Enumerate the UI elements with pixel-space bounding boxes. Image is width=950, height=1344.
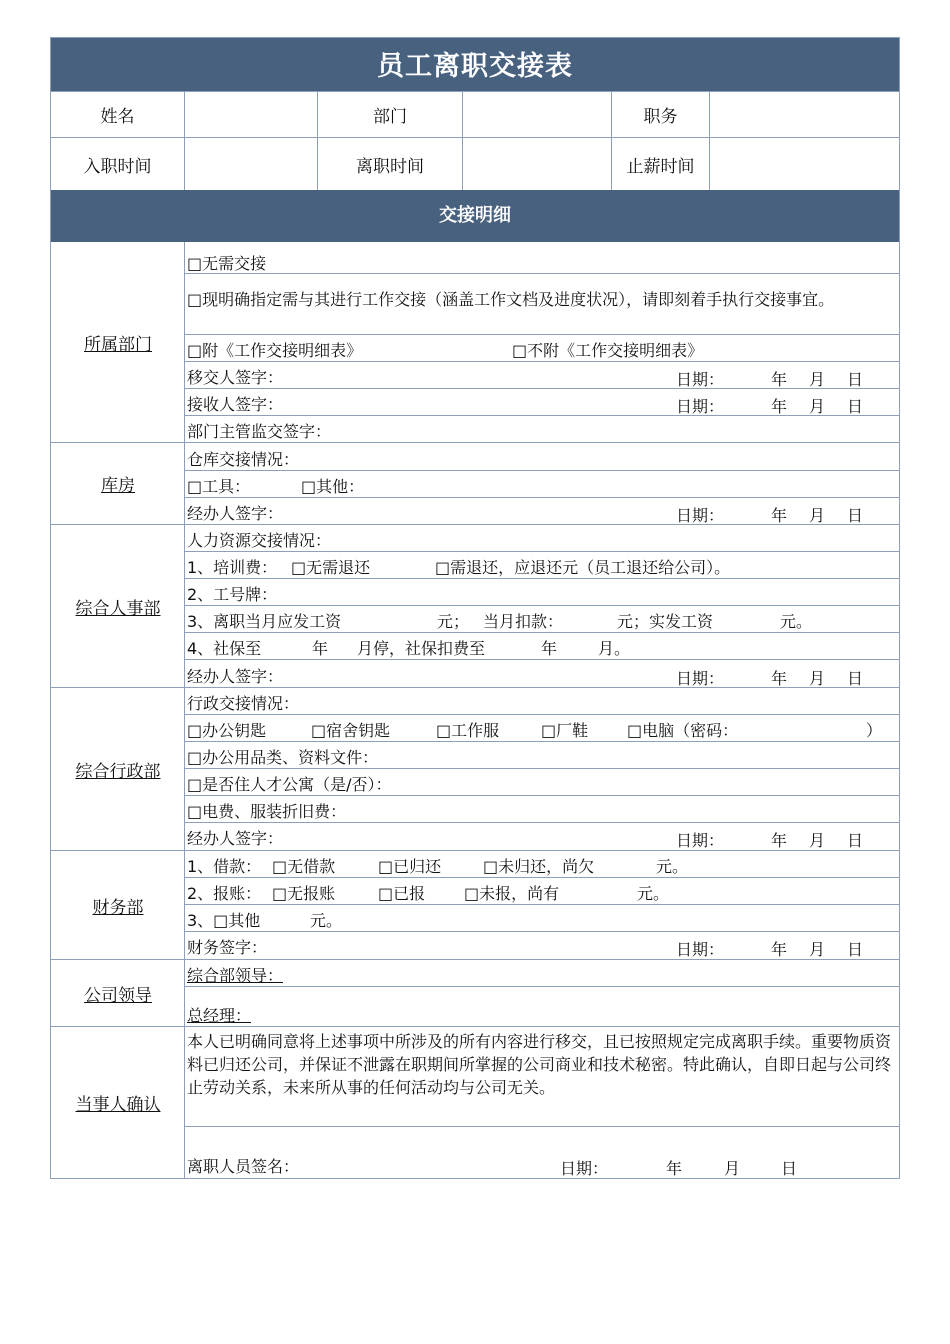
loan-unit: 元。	[656, 857, 689, 876]
form-title: 员工离职交接表	[51, 38, 899, 91]
divider	[185, 1126, 899, 1127]
divider	[185, 931, 899, 932]
divider	[185, 768, 899, 769]
loan-returned-checkbox[interactable]: □已归还	[378, 857, 442, 876]
finance-sign-label: 财务签字：	[187, 938, 268, 957]
day-label: 日	[847, 669, 864, 688]
other-finance-checkbox[interactable]: 3、□其他	[187, 911, 261, 930]
dept-admin-label: 综合行政部	[75, 761, 161, 782]
position-field[interactable]	[710, 92, 899, 137]
divider	[185, 605, 899, 606]
loan-label: 1、借款：	[187, 857, 262, 876]
general-dept-leader-label: 综合部领导：	[187, 966, 284, 985]
divider	[185, 632, 899, 633]
computer-checkbox[interactable]: □电脑（密码：	[627, 721, 739, 740]
apartment-checkbox[interactable]: □是否住人才公寓（是/否）：	[187, 775, 392, 794]
tools-checkbox[interactable]: □工具：	[187, 477, 251, 496]
month-label: 月	[809, 940, 826, 959]
no-handover-checkbox[interactable]: □无需交接	[187, 254, 267, 273]
leaver-sign-label: 离职人员签名：	[187, 1157, 300, 1176]
divider	[185, 497, 899, 498]
dept-leader-label: 公司领导	[84, 985, 152, 1006]
divider	[185, 578, 899, 579]
date-label: 日期：	[676, 831, 725, 850]
divider	[185, 361, 899, 362]
department-label: 部门	[373, 107, 407, 127]
hire-date-label: 入职时间	[83, 156, 152, 177]
attach-detail-checkbox[interactable]: □附《工作交接明细表》	[187, 341, 363, 360]
reimb-unit: 元。	[637, 884, 670, 903]
loan-owed-checkbox[interactable]: □未归还，尚欠	[483, 857, 595, 876]
date-label: 日期：	[560, 1159, 609, 1178]
net-salary-label: 元；实发工资	[617, 612, 714, 631]
reimbursement-label: 2、报账：	[187, 884, 262, 903]
dept-own-label: 所属部门	[84, 335, 152, 355]
handler-sign-label: 经办人签字：	[187, 504, 284, 523]
handler-sign-label: 经办人签字：	[187, 829, 284, 848]
day-label: 日	[781, 1159, 798, 1178]
date-label: 日期：	[676, 506, 725, 525]
divider	[185, 334, 899, 335]
training-no-refund-checkbox[interactable]: □无需退还	[291, 558, 371, 577]
leave-date-label: 离职时间	[356, 156, 424, 177]
year-label: 年	[771, 831, 788, 850]
divider	[185, 659, 899, 660]
other-checkbox[interactable]: □其他：	[301, 477, 365, 496]
reimb-pending-checkbox[interactable]: □未报，尚有	[464, 884, 560, 903]
si-year-label: 年	[541, 639, 558, 658]
giver-sign-label: 移交人签字：	[187, 368, 284, 387]
divider	[185, 388, 899, 389]
date-label: 日期：	[676, 370, 725, 389]
supplies-checkbox[interactable]: □办公用品类、资料文件：	[187, 748, 379, 767]
section-title: 交接明细	[51, 190, 899, 242]
badge-label: 2、工号牌：	[187, 585, 278, 604]
date-label: 日期：	[676, 940, 725, 959]
date-label: 日期：	[676, 397, 725, 416]
divider	[185, 795, 899, 796]
training-refund-checkbox[interactable]: □需退还，应退还元（员工退还给公司）。	[435, 558, 731, 577]
department-field[interactable]	[463, 92, 611, 137]
si-stop-label: 月停，社保扣费至	[357, 639, 486, 658]
uniform-checkbox[interactable]: □工作服	[436, 721, 500, 740]
year-label: 年	[771, 397, 788, 416]
year-label: 年	[771, 506, 788, 525]
salary-unit: 元。	[780, 612, 813, 631]
salary-unit: 元；	[437, 612, 470, 631]
fees-checkbox[interactable]: □电费、服装折旧费：	[187, 802, 347, 821]
salary-stop-label: 止薪时间	[626, 156, 695, 177]
divider	[185, 470, 899, 471]
dept-hr-label: 综合人事部	[75, 598, 161, 619]
day-label: 日	[847, 397, 864, 416]
admin-status-label: 行政交接情况：	[187, 694, 300, 713]
month-label: 月	[809, 397, 826, 416]
computer-close: ）	[866, 721, 883, 740]
office-key-checkbox[interactable]: □办公钥匙	[187, 721, 267, 740]
divider	[185, 551, 899, 552]
warehouse-status-label: 仓库交接情况：	[187, 450, 300, 469]
confirmation-statement: 本人已明确同意将上述事项中所涉及的所有内容进行移交，且已按照规定完成离职手续。重要物质资料已归还公司，并保证不泄露在职期间所掌握的公司商业和技术秘密。特此确认，自即日起与公司终止劳动关系，未来所从事的任何活动均与公司无关。	[187, 1032, 892, 1097]
year-label: 年	[771, 669, 788, 688]
year-label: 年	[771, 370, 788, 389]
no-attach-detail-checkbox[interactable]: □不附《工作交接明细表》	[512, 341, 704, 360]
dept-confirm-label: 当事人确认	[75, 1095, 161, 1115]
divider	[185, 904, 899, 905]
day-label: 日	[847, 940, 864, 959]
divider	[185, 877, 899, 878]
year-label: 年	[666, 1159, 683, 1178]
day-label: 日	[847, 370, 864, 389]
salary-stop-field[interactable]	[710, 138, 899, 190]
designated-handover-checkbox[interactable]: □现明确指定需与其进行工作交接（涵盖工作文档及进度状况），请即刻着手执行交接事宜。	[187, 290, 835, 309]
name-field[interactable]	[185, 92, 317, 137]
si-year-label: 年	[312, 639, 329, 658]
divider	[185, 714, 899, 715]
training-fee-label: 1、培训费：	[187, 558, 278, 577]
handler-sign-label: 经办人签字：	[187, 667, 284, 686]
dept-finance-label: 财务部	[92, 897, 144, 918]
month-label: 月	[724, 1159, 741, 1178]
divider	[185, 822, 899, 823]
divider	[185, 273, 899, 274]
receiver-sign-label: 接收人签字：	[187, 395, 284, 414]
si-month-label: 月。	[598, 639, 631, 658]
hire-date-field[interactable]	[185, 138, 317, 190]
salary-due-label: 3、离职当月应发工资	[187, 612, 342, 631]
name-label: 姓名	[100, 107, 135, 127]
handover-form	[50, 37, 900, 1179]
month-label: 月	[809, 370, 826, 389]
other-unit: 元。	[310, 911, 343, 930]
date-label: 日期：	[676, 669, 725, 688]
reimb-none-checkbox[interactable]: □无报账	[272, 884, 336, 903]
dept-warehouse-label: 库房	[101, 476, 135, 496]
leave-date-field[interactable]	[463, 138, 611, 190]
reimb-done-checkbox[interactable]: □已报	[378, 884, 426, 903]
supervisor-sign-label: 部门主管监交签字：	[187, 422, 332, 441]
loan-none-checkbox[interactable]: □无借款	[272, 857, 336, 876]
position-label: 职务	[643, 107, 678, 127]
month-label: 月	[809, 506, 826, 525]
year-label: 年	[771, 940, 788, 959]
month-label: 月	[809, 669, 826, 688]
social-security-label: 4、社保至	[187, 639, 262, 658]
shoes-checkbox[interactable]: □厂鞋	[541, 721, 589, 740]
hr-status-label: 人力资源交接情况：	[187, 531, 332, 550]
day-label: 日	[847, 506, 864, 525]
general-manager-label: 总经理：	[187, 1006, 252, 1025]
month-label: 月	[809, 831, 826, 850]
day-label: 日	[847, 831, 864, 850]
divider	[185, 741, 899, 742]
divider	[185, 415, 899, 416]
dorm-key-checkbox[interactable]: □宿舍钥匙	[311, 721, 391, 740]
deduction-label: 当月扣款：	[483, 612, 564, 631]
divider	[185, 986, 899, 987]
